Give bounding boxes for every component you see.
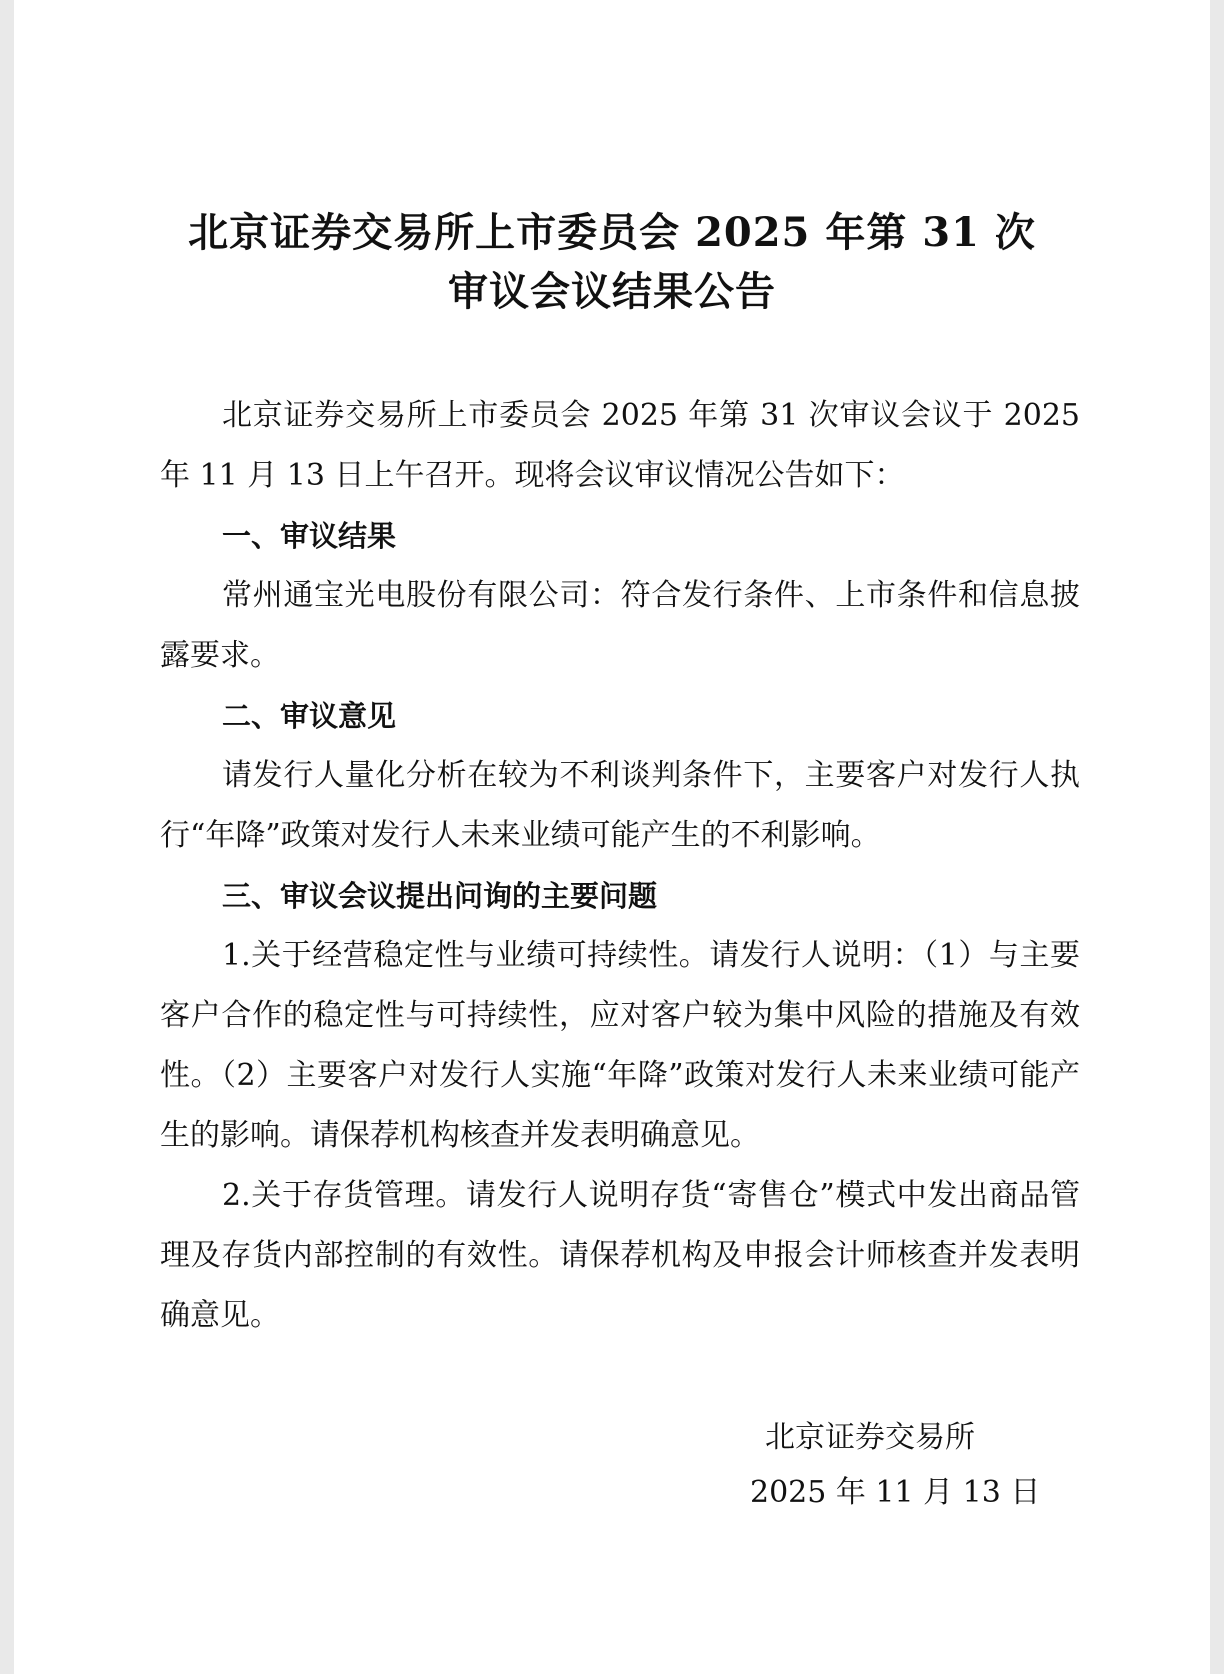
section-heading-main-questions: 三、审议会议提出问询的主要问题 [222,879,658,913]
section-heading-review-opinion: 二、审议意见 [222,699,397,733]
review-result-paragraph: 常州通宝光电股份有限公司：符合发行条件、上市条件和信息披露要求。 [160,578,1080,673]
signature-date: 2025 年 11 月 13 日 [750,1475,1041,1510]
review-opinion-paragraph: 请发行人量化分析在较为不利谈判条件下，主要客户对发行人执行“年降”政策对发行人未来业绩可能产生的不利影响。 [160,758,1080,853]
signature-organization: 北京证券交易所 [765,1420,975,1455]
intro-paragraph: 北京证券交易所上市委员会 2025 年第 31 次审议会议于 2025 年 11 月 13 日上午召开。现将会议审议情况公告如下： [160,398,1080,493]
document-title-line-2: 审议会议结果公告 [448,268,776,315]
document-title-line-1: 北京证券交易所上市委员会 2025 年第 31 次 [188,209,1036,256]
question-1-paragraph: 1.关于经营稳定性与业绩可持续性。请发行人说明：（1）与主要客户合作的稳定性与可持续性，应对客户较为集中风险的措施及有效性。（2）主要客户对发行人实施“年降”政策对发行人未来业绩可能产生的影响。请保荐机构核查并发表明确意见。 [160,938,1080,1153]
question-2-paragraph: 2.关于存货管理。请发行人说明存货“寄售仓”模式中发出商品管理及存货内部控制的有效性。请保荐机构及申报会计师核查并发表明确意见。 [160,1178,1080,1333]
section-heading-review-result: 一、审议结果 [222,519,397,553]
